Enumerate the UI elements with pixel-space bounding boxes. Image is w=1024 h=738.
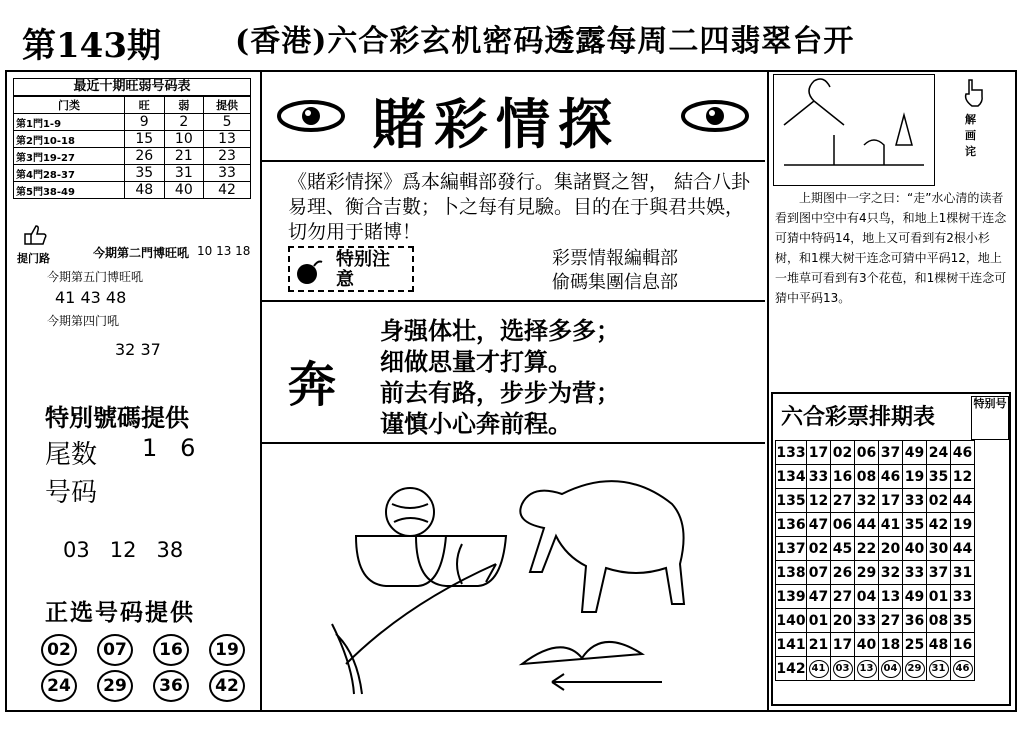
- number-cell: 44: [951, 537, 975, 561]
- code-label: 号码: [45, 478, 98, 508]
- number-cell: 32: [855, 489, 879, 513]
- number-circle: 36: [153, 670, 189, 702]
- tip-line2-nums: 41 43 48: [55, 288, 127, 307]
- number-cell: 44: [855, 513, 879, 537]
- tip-line1: 今期第二門博旺吼: [93, 246, 190, 260]
- table-row: [776, 633, 975, 657]
- number-cell: 17: [807, 441, 831, 465]
- table-row: 第1門1-9 9 2 5: [14, 114, 251, 131]
- number-cell: 35: [903, 513, 927, 537]
- poem-line: 细做思量才打算。: [380, 348, 572, 376]
- tail-nums: 1 6: [142, 434, 196, 462]
- intro-text: 《賭彩情探》爲本編輯部發行。集諸賢之智， 結合八卦易理、衡合吉數；卜之每有見驗。目的在于與君共娛，切勿用于賭博！: [288, 171, 751, 243]
- main-numbers: [41, 670, 261, 702]
- period-cell: 142: [776, 657, 807, 681]
- table-row: 第2門10-18 15 10 13: [14, 131, 251, 148]
- number-cell: 27: [879, 609, 903, 633]
- number-cell: 04: [855, 585, 879, 609]
- eye-icon: [680, 96, 750, 140]
- period-cell: 133: [776, 441, 807, 465]
- schedule-table: [775, 440, 975, 681]
- page-title: (香港)六合彩玄机密码透露每周二四翡翠台开: [235, 24, 855, 59]
- number-cell: 18: [879, 633, 903, 657]
- number-cell: 04: [879, 657, 903, 681]
- stats-table: [13, 96, 251, 199]
- number-cell: 12: [951, 465, 975, 489]
- number-cell: 45: [831, 537, 855, 561]
- number-cell: 16: [831, 465, 855, 489]
- feature-title: 賭彩情探: [372, 92, 620, 156]
- number-cell: 31: [951, 561, 975, 585]
- number-circle: 24: [41, 670, 77, 702]
- number-cell: 44: [951, 489, 975, 513]
- notice-box: [288, 246, 414, 292]
- number-cell: 25: [903, 633, 927, 657]
- number-cell: 46: [951, 441, 975, 465]
- number-cell: 02: [807, 537, 831, 561]
- number-cell: 36: [903, 609, 927, 633]
- number-cell: 41: [879, 513, 903, 537]
- tail-label: 尾数: [45, 440, 98, 470]
- number-cell: 49: [903, 441, 927, 465]
- arrow-illustration: [522, 642, 662, 690]
- table-row: [776, 441, 975, 465]
- poem: [380, 316, 620, 440]
- table-row: [776, 609, 975, 633]
- number-cell: 37: [927, 561, 951, 585]
- table-row: [776, 585, 975, 609]
- plant-illustration: [332, 544, 496, 694]
- number-cell: 03: [831, 657, 855, 681]
- title-box: [262, 72, 765, 162]
- notice-text: 特别注意: [336, 249, 390, 290]
- number-cell: 19: [951, 513, 975, 537]
- table-row: 第4門28-37 35 31 33: [14, 165, 251, 182]
- number-cell: 48: [927, 633, 951, 657]
- number-cell: 01: [807, 609, 831, 633]
- explain-label: 解画诧: [965, 113, 976, 158]
- right-column: [767, 72, 1017, 710]
- stats-header: 旺: [124, 97, 164, 114]
- number-cell: 46: [879, 465, 903, 489]
- number-cell: 41: [807, 657, 831, 681]
- tip-line3-nums: 32 37: [115, 340, 161, 359]
- period-cell: 138: [776, 561, 807, 585]
- stats-header: 提供: [204, 97, 251, 114]
- schedule-title: 六合彩票排期表: [781, 405, 936, 430]
- number-circle: 19: [209, 634, 245, 666]
- table-row: [776, 657, 975, 681]
- period-cell: 134: [776, 465, 807, 489]
- tip-line1-nums: 10 13 18: [197, 244, 251, 258]
- number-cell: 40: [903, 537, 927, 561]
- stats-header: 弱: [164, 97, 204, 114]
- tip-label: 提门路: [17, 252, 50, 265]
- publisher-2: 偷碼集團信息部: [552, 272, 678, 293]
- middle-column: [262, 72, 765, 710]
- left-column: [7, 72, 262, 710]
- number-cell: 46: [951, 657, 975, 681]
- number-cell: 13: [855, 657, 879, 681]
- period-cell: 141: [776, 633, 807, 657]
- main-title: 正选号码提供: [45, 600, 195, 626]
- explain-text: 上期图中一字之曰：“走”水心清的读者看到图中空中有4只鸟，和地上1棵树干连念可猜中特码14，地上又可看到有2根小杉树，和1棵大树干连念可猜中平码12，地上一堆草可看到有3个花苞，和1棵树干连念可猜中平码13。: [775, 191, 1007, 305]
- riddle-illustration: [262, 444, 765, 710]
- number-circle: 02: [41, 634, 77, 666]
- code-nums: 03 12 38: [63, 538, 184, 562]
- number-cell: 42: [927, 513, 951, 537]
- period-cell: 139: [776, 585, 807, 609]
- number-cell: 07: [807, 561, 831, 585]
- poem-line: 前去有路，步步为营；: [380, 379, 620, 407]
- number-cell: 32: [879, 561, 903, 585]
- number-cell: 35: [951, 609, 975, 633]
- number-cell: 06: [855, 441, 879, 465]
- number-cell: 33: [903, 489, 927, 513]
- number-cell: 47: [807, 585, 831, 609]
- number-cell: 02: [927, 489, 951, 513]
- number-cell: 37: [879, 441, 903, 465]
- number-cell: 21: [807, 633, 831, 657]
- number-cell: 17: [879, 489, 903, 513]
- poem-box: [262, 302, 765, 444]
- number-cell: 26: [831, 561, 855, 585]
- number-cell: 12: [807, 489, 831, 513]
- table-row: [776, 465, 975, 489]
- period-cell: 135: [776, 489, 807, 513]
- number-cell: 19: [903, 465, 927, 489]
- poem-line: 谨慎小心奔前程。: [380, 410, 572, 438]
- special-title: 特別號碼提供: [45, 404, 189, 432]
- number-cell: 17: [831, 633, 855, 657]
- number-cell: 33: [903, 561, 927, 585]
- table-row: 第5門38-49 48 40 42: [14, 182, 251, 199]
- thumb-icon: [21, 222, 49, 250]
- period-cell: 136: [776, 513, 807, 537]
- table-row: [776, 489, 975, 513]
- number-cell: 30: [927, 537, 951, 561]
- number-cell: 47: [807, 513, 831, 537]
- number-cell: 20: [831, 609, 855, 633]
- number-circle: 42: [209, 670, 245, 702]
- number-cell: 01: [927, 585, 951, 609]
- table-row: [776, 513, 975, 537]
- tip-line3: 今期第四门吼: [47, 314, 120, 328]
- number-cell: 49: [903, 585, 927, 609]
- number-cell: 33: [951, 585, 975, 609]
- bear-illustration: [520, 481, 684, 612]
- number-cell: 29: [855, 561, 879, 585]
- number-circle: 07: [97, 634, 133, 666]
- number-cell: 08: [855, 465, 879, 489]
- number-cell: 33: [807, 465, 831, 489]
- issue-number: 第143期: [22, 26, 161, 66]
- schedule-box: [771, 392, 1011, 706]
- number-cell: 13: [879, 585, 903, 609]
- number-cell: 27: [831, 489, 855, 513]
- number-cell: 31: [927, 657, 951, 681]
- number-cell: 06: [831, 513, 855, 537]
- riddle-character: 奔: [288, 357, 337, 413]
- period-cell: 140: [776, 609, 807, 633]
- number-cell: 22: [855, 537, 879, 561]
- table-row: [776, 537, 975, 561]
- bomb-icon: [294, 256, 324, 290]
- publisher-1: 彩票情報編輯部: [552, 248, 678, 269]
- number-cell: 33: [855, 609, 879, 633]
- number-cell: 20: [879, 537, 903, 561]
- number-cell: 27: [831, 585, 855, 609]
- riddle-picture: [773, 74, 935, 186]
- table-row: [776, 561, 975, 585]
- eye-icon: [276, 96, 346, 140]
- number-cell: 40: [855, 633, 879, 657]
- schedule-special-label: 特别号: [971, 396, 1009, 440]
- number-circle: 29: [97, 670, 133, 702]
- number-circle: 16: [153, 634, 189, 666]
- stats-title: 最近十期旺弱号码表: [13, 78, 251, 96]
- period-cell: 137: [776, 537, 807, 561]
- baskets-illustration: [356, 488, 506, 586]
- number-cell: 16: [951, 633, 975, 657]
- poem-line: 身强体壮，选择多多；: [380, 317, 620, 345]
- tip-line2: 今期第五门博旺吼: [47, 270, 144, 284]
- number-cell: 02: [831, 441, 855, 465]
- number-cell: 35: [927, 465, 951, 489]
- pointing-hand-icon: [963, 78, 985, 112]
- main-numbers: [41, 634, 261, 666]
- stats-header: 门类: [14, 97, 125, 114]
- number-cell: 24: [927, 441, 951, 465]
- number-cell: 08: [927, 609, 951, 633]
- number-cell: 29: [903, 657, 927, 681]
- table-row: 第3門19-27 26 21 23: [14, 148, 251, 165]
- intro-box: [262, 162, 765, 302]
